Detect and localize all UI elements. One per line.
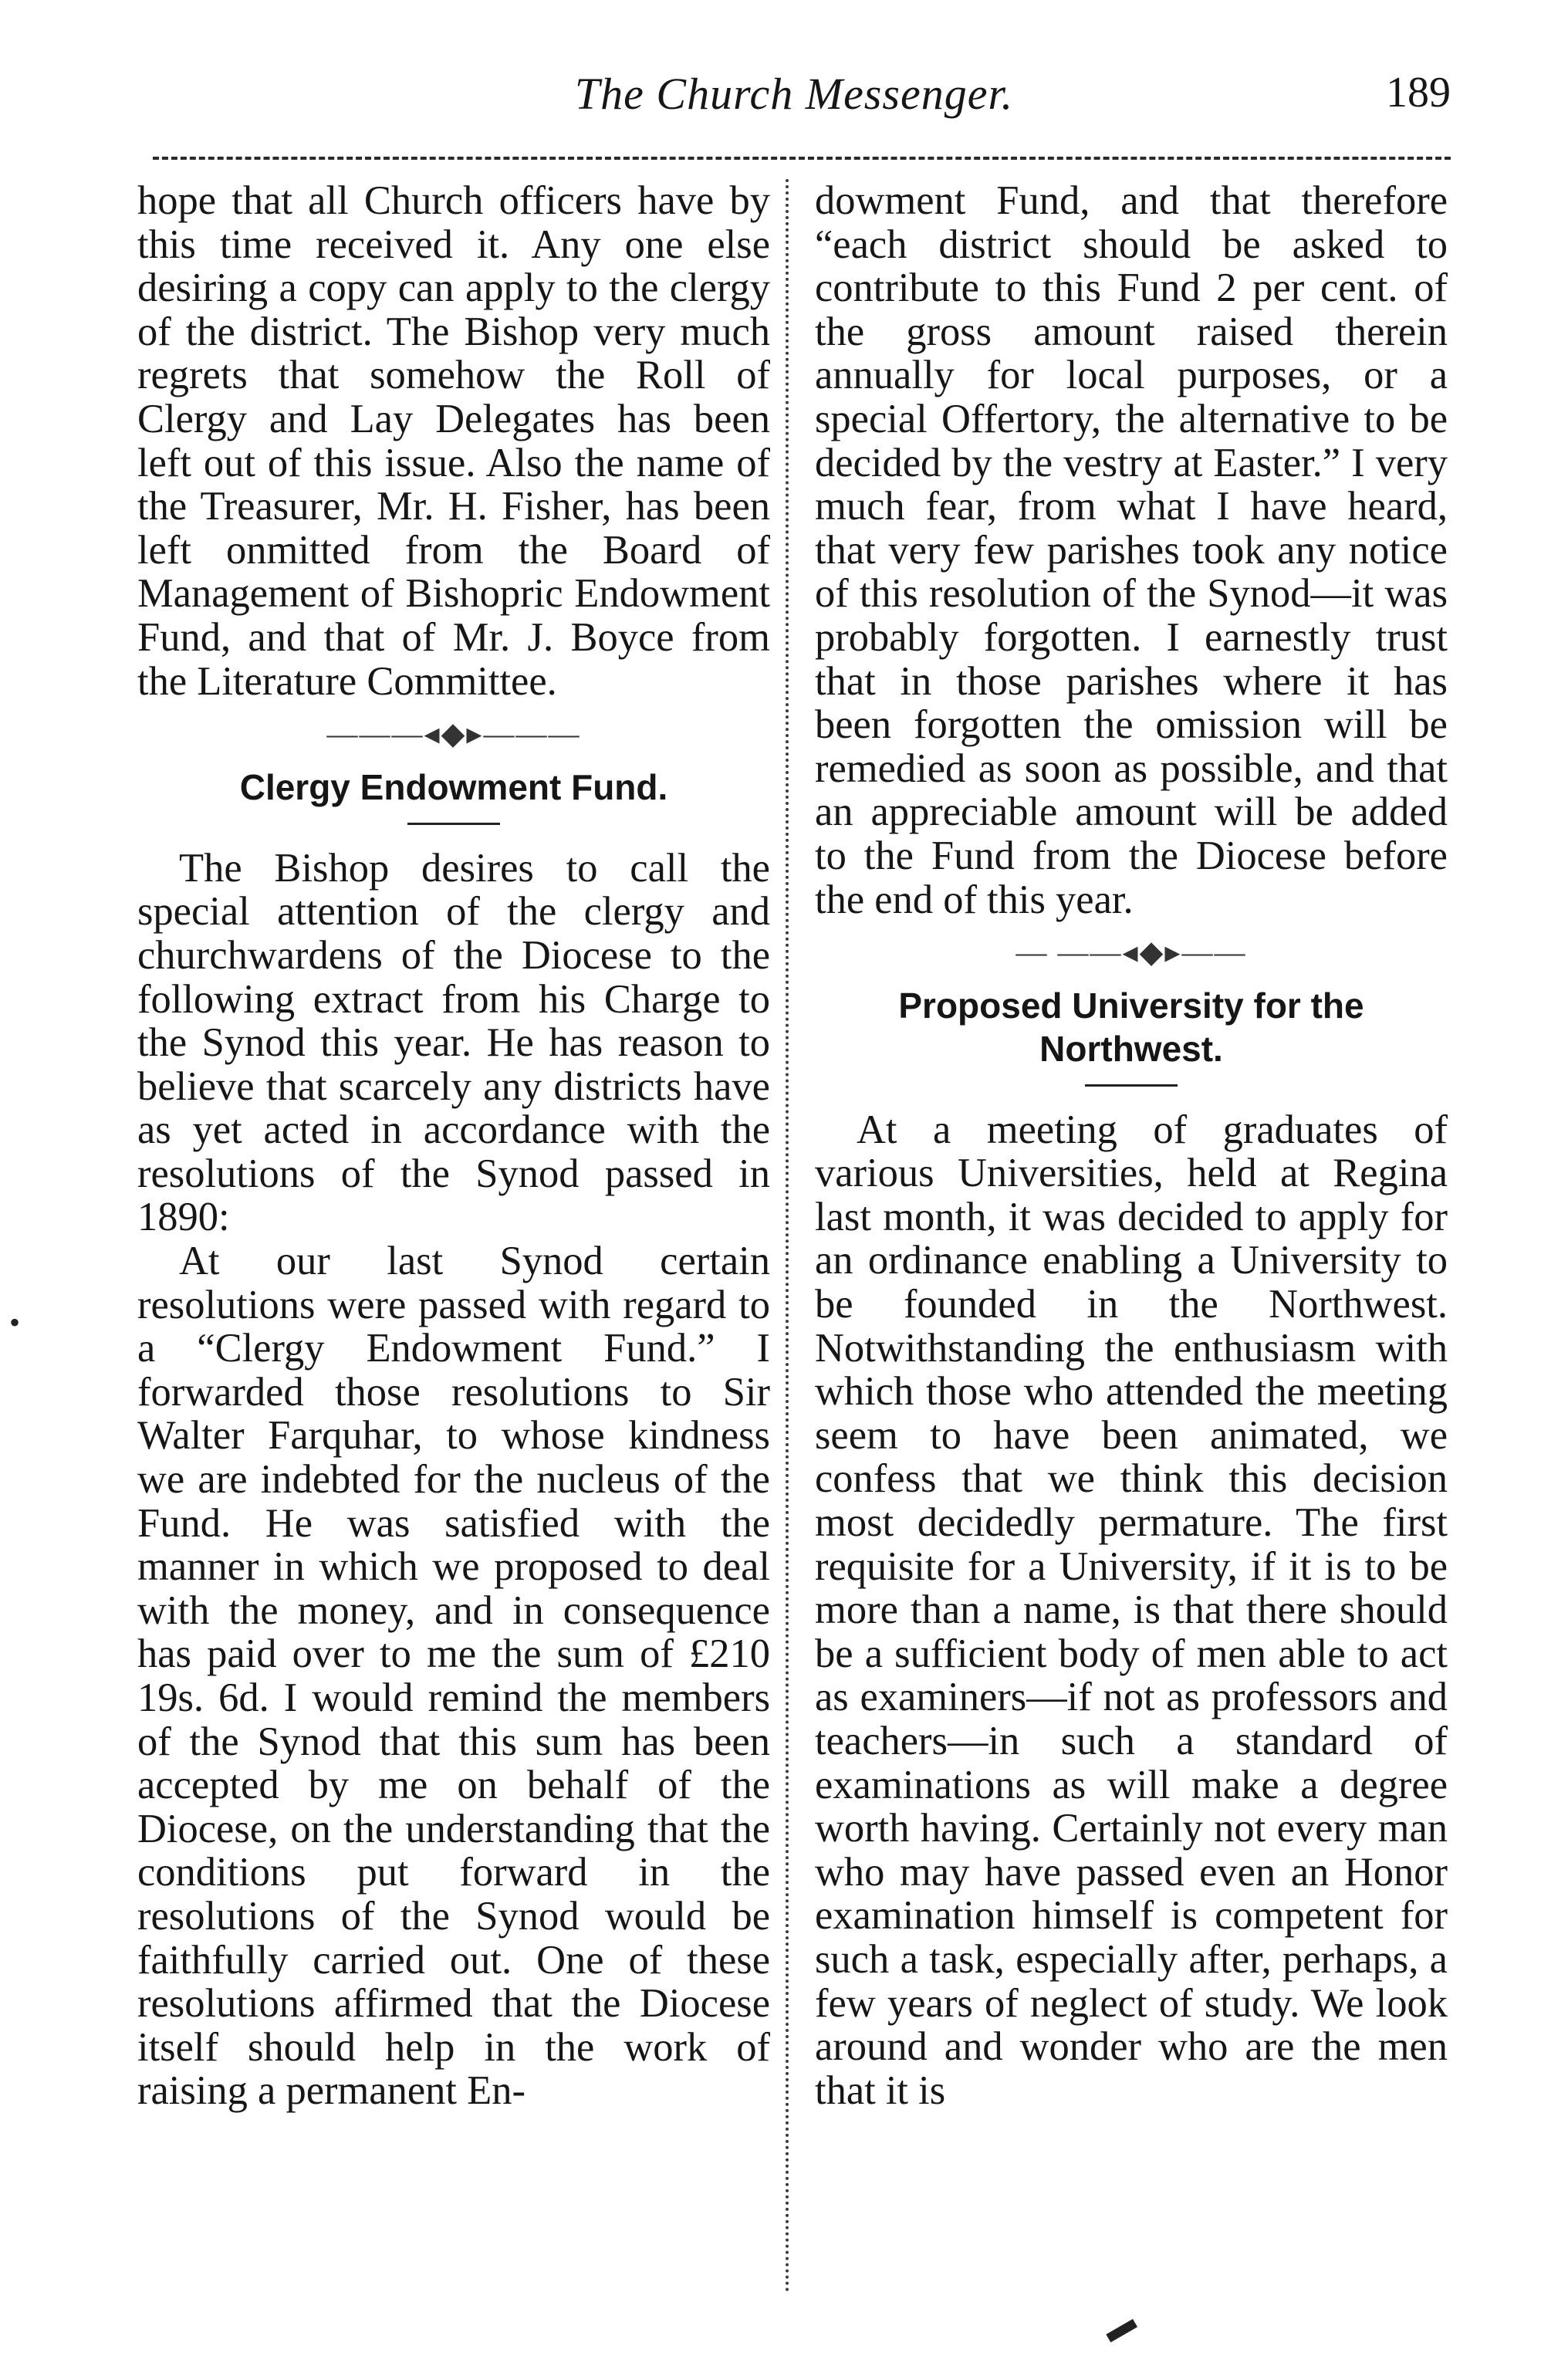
section-ornament: ———◂◆▸——— [326,716,581,752]
heading-line: Proposed University for the [898,985,1364,1026]
body-paragraph: At our last Synod certain resolutions were passed with regard to a “Clergy Endowment Fund.” I forwarded those resolutions to Sir Walter Farquhar, to whose kindness we are indebted for the nucleus of the Fund. He was satisfied with the manner in which we proposed to deal with the money, and in consequence has paid over to me the sum of £210 19s. 6d. I would remind the members of the Synod that this sum has been accepted by me on behalf of the Diocese, on the understanding that the conditions put forward in the resolutions of the Synod would be faithfully carried out. One of these resolutions affirmed that the Diocese itself should help in the work of raising a permanent En- [137,1239,770,2114]
running-title: The Church Messenger. [574,69,1014,119]
section-heading-clergy-endowment: Clergy Endowment Fund. [239,766,668,807]
heading-rule [1085,1084,1178,1087]
body-paragraph: At a meeting of graduates of various Universities, held at Regina last month, it was decided to apply for an ordinance enabling a University to be founded in the Northwest. Notwithstanding the enthusiasm with which those who attended the meeting seem to have been animated, we confess that we think this decision most decidedly permature. The first requisite for a University, if it is to be more than a name, is that there should be a sufficient body of men able to act as examiners—if not as professors and teachers—in such a standard of examinations as will make a degree worth having. Certainly not every man who may have passed even an Honor examination himself is competent for such a task, especially after, perhaps, a few years of neglect of study. We look around and wonder who are the men that it is [815,1107,1448,2113]
continued-paragraph: dowment Fund, and that therefore “each district should be asked to contribute to this Fund 2 per cent. of the gross amount raised therein annually for local purposes, or a special Offertory, the alternative to be decided by the vestry at Easter.” I very much fear, from what I have heard, that very few parishes took any notice of this resolution of the Synod—it was probably forgotten. I earnestly trust that in those parishes where it has been forgotten the omission will be remedied as soon as possible, and that an appreciable amount will be added to the Fund from the Diocese before the end of this year. [815,178,1448,922]
page-header [137,68,1451,137]
section-ornament: — ——◂◆▸—— [1015,935,1247,970]
heading-rule [407,823,500,825]
right-column [815,179,1448,2112]
ink-dot-mark: • [9,1305,21,1340]
page-number: 189 [1386,69,1451,117]
heading-line: Northwest. [1039,1028,1223,1069]
continued-paragraph: hope that all Church officers have by this time received it. Any one else desiring a copy can apply to the clergy of the district. The Bishop very much regrets that somehow the Roll of Clergy and Lay Delegates has been left out of this issue. Also the name of the Treasurer, Mr. H. Fisher, has been left onmitted from the Board of Management of Bishopric Endowment Fund, and that of Mr. J. Boyce from the Literature Committee. [137,178,770,704]
body-paragraph: The Bishop desires to call the special attention of the clergy and churchwardens of the Diocese to the following extract from his Charge to the Synod this year. He has reason to believe that scarcely any districts have as yet acted in accordance with the resolutions of the Synod passed in 1890: [137,845,770,1240]
section-heading-university [815,984,1448,1070]
ink-stroke-mark: ▬ [1097,2303,1141,2348]
header-rule [153,157,1451,160]
column-divider [786,179,789,2294]
left-column [137,179,770,2113]
